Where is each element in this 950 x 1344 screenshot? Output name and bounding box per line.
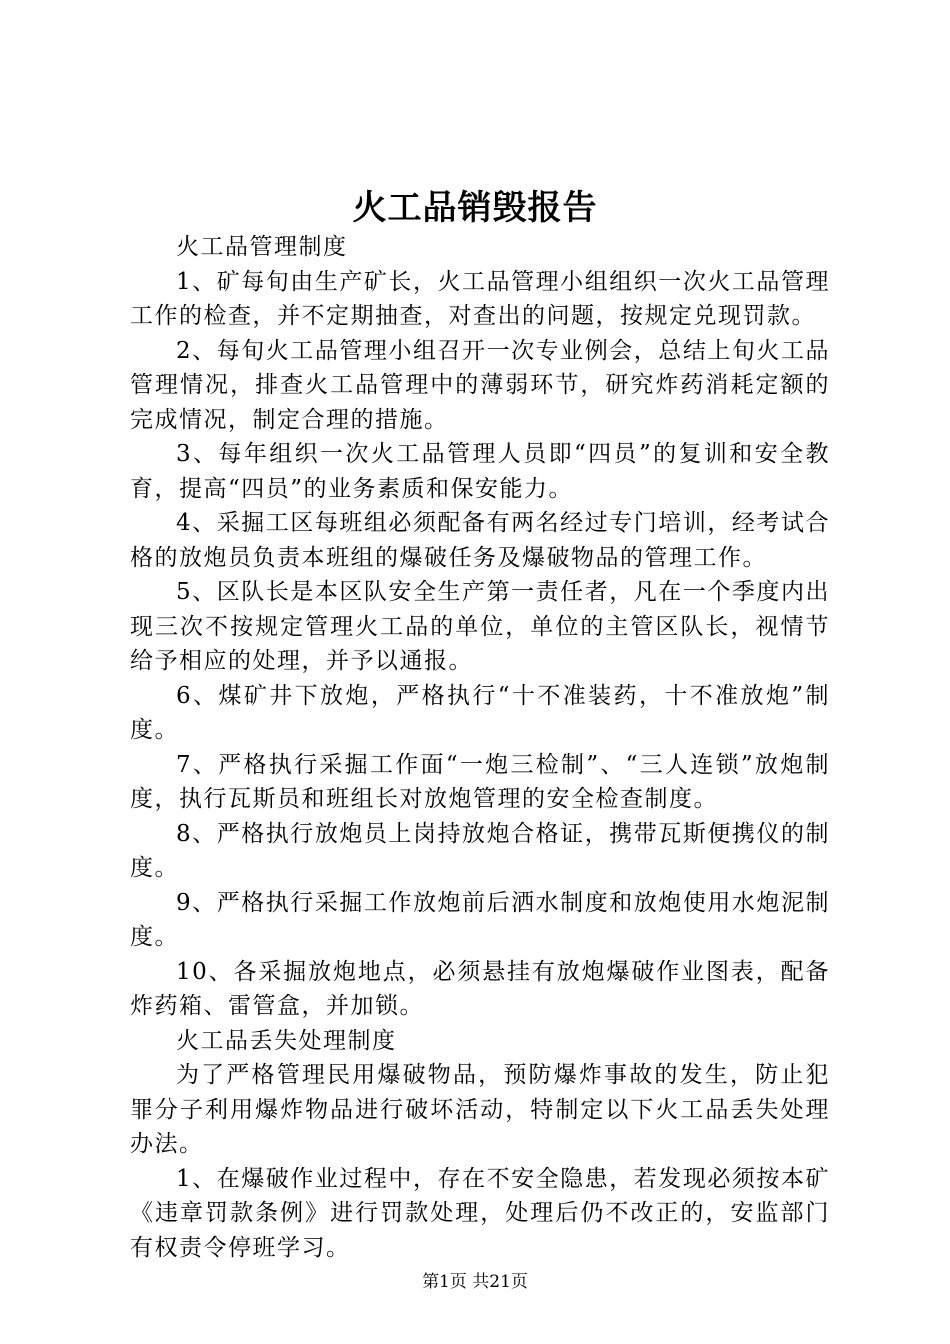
paragraph: 6、煤矿井下放炮，严格执行“十不准装药，十不准放炮”制度。 <box>130 682 830 743</box>
paragraph: 7、严格执行采掘工作面“一炮三检制”、“三人连锁”放炮制度，执行瓦斯员和班组长对放炮管理的安全检查制度。 <box>130 751 830 812</box>
paragraph: 3、每年组织一次火工品管理人员即“四员”的复训和安全教育，提高“四员”的业务素质和保安能力。 <box>130 441 830 502</box>
paragraph: 4、采掘工区每班组必须配备有两名经过专门培训，经考试合格的放炮员负责本班组的爆破任务及爆破物品的管理工作。 <box>130 510 830 571</box>
paragraph: 8、严格执行放炮员上岗持放炮合格证，携带瓦斯便携仪的制度。 <box>130 820 830 881</box>
section-heading-management: 火工品管理制度 <box>176 234 348 260</box>
document-body <box>130 230 830 1265</box>
paragraph: 9、严格执行采掘工作放炮前后洒水制度和放炮使用水炮泥制度。 <box>130 889 830 950</box>
paragraph: 1、矿每旬由生产矿长，火工品管理小组组织一次火工品管理工作的检查，并不定期抽查，对查出的问题，按规定兑现罚款。 <box>130 268 830 329</box>
paragraph: 10、各采掘放炮地点，必须悬挂有放炮爆破作业图表，配备炸药箱、雷管盒，并加锁。 <box>130 958 830 1019</box>
paragraph: 2、每旬火工品管理小组召开一次专业例会，总结上旬火工品管理情况，排查火工品管理中的薄弱环节，研究炸药消耗定额的完成情况，制定合理的措施。 <box>130 337 830 433</box>
paragraph: 为了严格管理民用爆破物品，预防爆炸事故的发生，防止犯罪分子利用爆炸物品进行破坏活动，特制定以下火工品丢失处理办法。 <box>130 1062 830 1157</box>
paragraph: 1、在爆破作业过程中，存在不安全隐患，若发现必须按本矿《违章罚款条例》进行罚款处理，处理后仍不改正的，安监部门有权责令停班学习。 <box>130 1165 830 1261</box>
section-heading-loss: 火工品丢失处理制度 <box>176 1027 397 1054</box>
paragraph: 5、区队长是本区队安全生产第一责任者，凡在一个季度内出现三次不按规定管理火工品的单位，单位的主管区队长，视情节给予相应的处理，并予以通报。 <box>130 579 830 674</box>
page-footer: 第1页 共21页 <box>422 1272 528 1292</box>
document-title: 火工品销毁报告 <box>352 188 598 228</box>
